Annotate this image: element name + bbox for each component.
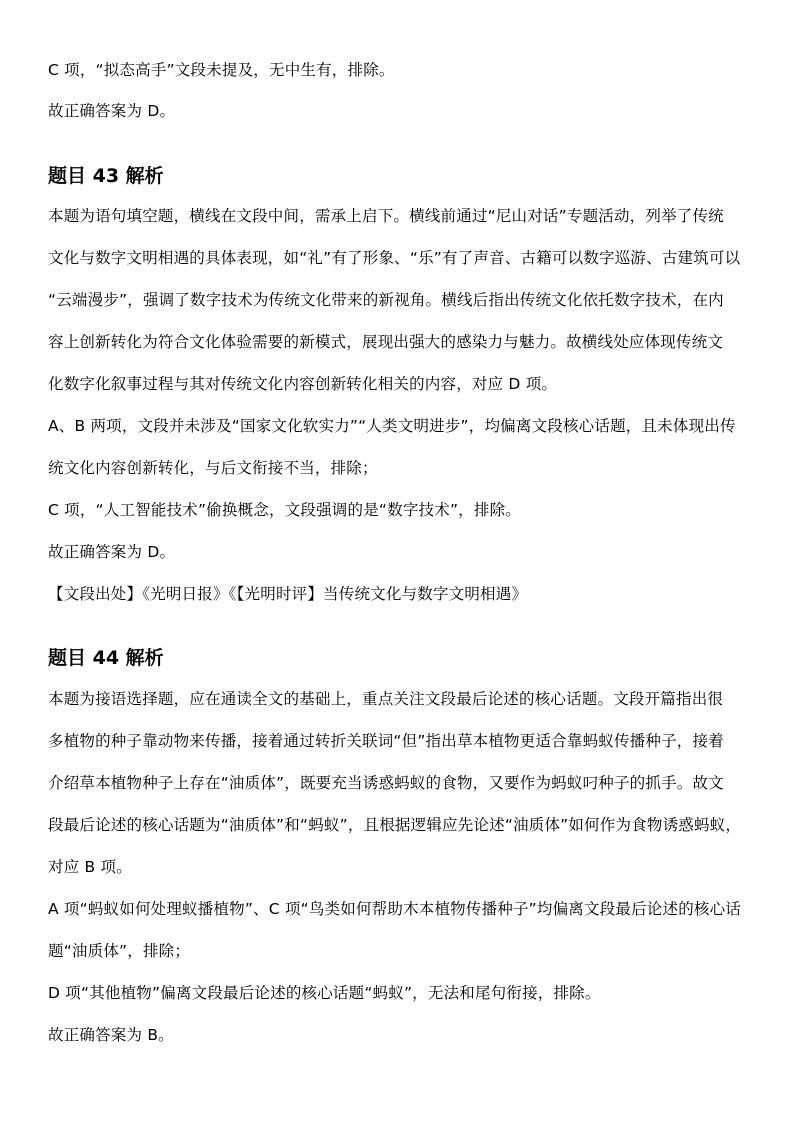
section-44-title: 题目 44 解析	[48, 647, 164, 669]
section-43-line: C 项，“人工智能技术”偷换概念，文段强调的是“数字技术”，排除。	[48, 501, 521, 519]
section-44-line: 对应 B 项。	[48, 858, 132, 876]
section-44-line: 本题为接语选择题，应在通读全文的基础上，重点关注文段最后论述的核心话题。文段开篇指出很	[48, 690, 724, 708]
section-43-line: 化数字化叙事过程与其对传统文化内容创新转化相关的内容，对应 D 项。	[48, 375, 558, 393]
section-44-line: 题“油质体”，排除；	[48, 942, 191, 960]
section-43-line: A、B 两项，文段并未涉及“国家文化软实力”“人类文明进步”，均偏离文段核心话题，且未体现出传	[48, 417, 736, 435]
section-44-line: 段最后论述的核心话题为“油质体”和“蚂蚁”，且根据逻辑应先论述“油质体”如何作为食物诱惑蚂蚁，	[48, 816, 742, 834]
section-43-line: 容上创新转化为符合文化体验需要的新模式，展现出强大的感染力与魅力。故横线处应体现传统文	[48, 333, 724, 351]
section-43-title: 题目 43 解析	[48, 165, 164, 187]
answer-line-42: 故正确答案为 D。	[48, 102, 176, 120]
section-43-line: 文化与数字文明相遇的具体表现，如“礼”有了形象、“乐”有了声音、古籍可以数字巡游、古建筑可以	[48, 249, 741, 267]
section-44-line: 介绍草本植物种子上存在“油质体”，既要充当诱惑蚂蚁的食物，又要作为蚂蚁叼种子的抓手。故文	[48, 774, 724, 792]
section-43-source: 【文段出处】《光明日报》《【光明时评】当传统文化与数字文明相遇》	[48, 585, 528, 603]
section-43-line: 本题为语句填空题，横线在文段中间，需承上启下。横线前通过“尼山对话”专题活动，列举了传统	[48, 207, 724, 225]
section-43-line: “云端漫步”，强调了数字技术为传统文化带来的新视角。横线后指出传统文化依托数字技术，在内	[48, 291, 724, 309]
section-44-answer: 故正确答案为 B。	[48, 1026, 174, 1044]
section-43-line: 统文化内容创新转化，与后文衔接不当，排除；	[48, 459, 378, 477]
section-44-line: D 项“其他植物”偏离文段最后论述的核心话题“蚂蚁”，无法和尾句衔接，排除。	[48, 984, 601, 1002]
section-44-line: 多植物的种子靠动物来传播，接着通过转折关联词“但”指出草本植物更适合靠蚂蚁传播种子，接着	[48, 732, 724, 750]
section-44-line: A 项“蚂蚁如何处理蚁播植物”、C 项“鸟类如何帮助木本植物传播种子”均偏离文段最后论述的核心话	[48, 900, 742, 918]
section-43-answer: 故正确答案为 D。	[48, 543, 176, 561]
option-c-analysis-42: C 项，“拟态高手”文段未提及，无中生有，排除。	[48, 61, 395, 79]
